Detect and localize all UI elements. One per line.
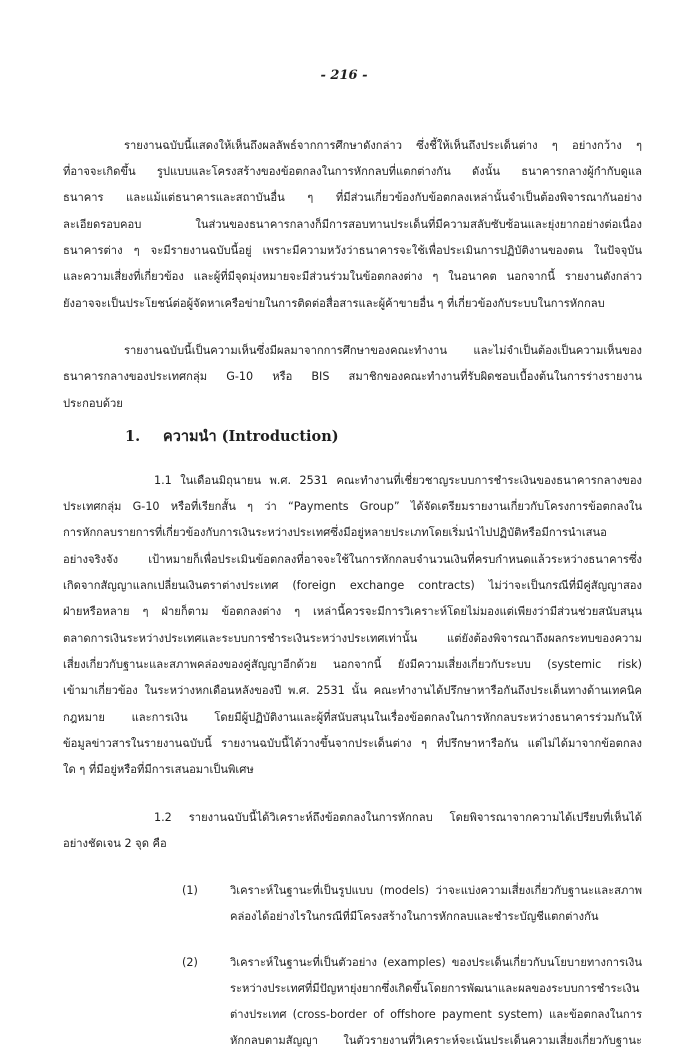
list-item-line: วิเคราะห์ในฐานะที่เป็นรูปแบบ (models) ว่าจะแบ่งความเสี่ยงเกี่ยวกับฐานะและสภาพ [230, 884, 642, 897]
paragraph-line: เสี่ยงเกี่ยวกับฐานะและสภาพคล่องของคู่สัญญาอีกด้วย นอกจากนี้ ยังมีความเสี่ยงเกี่ยวกับระบบ (systemic risk) [63, 658, 642, 671]
paragraph-line: ละเอียดรอบคอบ ในส่วนของธนาคารกลางก็มีการสอบทานประเด็นที่มีความสลับซับซ้อนและยุ่งยากอย่างต่อเนื่อง [63, 218, 642, 231]
paragraph-line: กฎหมาย และการเงิน โดยมีผู้ปฏิบัติงานและผู้ที่สนับสนุนในเรื่องข้อตกลงในการหักกลบระหว่างธนาคารร่วมกันให้ [63, 711, 642, 724]
paragraph-line: ธนาคารกลางของประเทศกลุ่ม G-10 หรือ BIS สมาชิกของคณะทำงานที่รับผิดชอบเบื้องต้นในการร่างรายงาน [63, 370, 642, 383]
paragraph-line: 1.1 ในเดือนมิถุนายน พ.ศ. 2531 คณะทำงานที่เชี่ยวชาญระบบการชำระเงินของธนาคารกลางของ [154, 474, 642, 487]
paragraph-line: อย่างจริงจัง เป้าหมายก็เพื่อประเมินข้อตกลงที่อาจจะใช้ในการหักกลบจำนวนเงินที่ครบกำหนดแล้วระหว่างธนาคารซึ่ง [63, 553, 642, 566]
paragraph-line: ข้อมูลข่าวสารในรายงานฉบับนี้ รายงานฉบับนี้ได้วางขึ้นจากประเด็นต่าง ๆ ที่ปรึกษาหารือกัน แต่ไม่ได้มาจากข้อตกลง [63, 737, 642, 750]
paragraph-line: รายงานฉบับนี้แสดงให้เห็นถึงผลลัพธ์จากการศึกษาดังกล่าว ซึ่งชี้ให้เห็นถึงประเด็นต่าง ๆ อย่างกว้าง ๆ [124, 139, 642, 152]
list-item-line: คล่องได้อย่างไรในกรณีที่มีโครงสร้างในการหักกลบและชำระบัญชีแตกต่างกัน [230, 910, 599, 923]
paragraph-line: ยังอาจจะเป็นประโยชน์ต่อผู้จัดหาเครือข่ายในการติดต่อสื่อสารและผู้ค้าขายอื่น ๆ ที่เกี่ยวข้องกับระบบในการหักกลบ [63, 297, 605, 310]
paragraph-line: 1.2 รายงานฉบับนี้ได้วิเคราะห์ถึงข้อตกลงในการหักกลบ โดยพิจารณาจากความได้เปรียบที่เห็นได้ [154, 811, 642, 824]
section-title: ความนำ (Introduction) [163, 428, 339, 445]
paragraph-line: ที่อาจจะเกิดขึ้น รูปแบบและโครงสร้างของข้อตกลงในการหักกลบที่แตกต่างกัน ดังนั้น ธนาคารกลางผู้กำกับดูแล [63, 165, 642, 178]
page-number: - 216 - [320, 68, 368, 83]
list-item-label: (1) [182, 884, 198, 897]
list-item-line: หักกลบตามสัญญา ในตัวรายงานที่วิเคราะห์จะเน้นประเด็นความเสี่ยงเกี่ยวกับฐานะ [230, 1034, 642, 1047]
paragraph-line: และความเสี่ยงที่เกี่ยวข้อง และผู้ที่มีจุดมุ่งหมายจะมีส่วนร่วมในข้อตกลงต่าง ๆ ในอนาคต นอกจากนี้ รายงานดังกล่าว [63, 270, 642, 283]
list-item-label: (2) [182, 956, 198, 969]
paragraph-line: อย่างชัดเจน 2 จุด คือ [63, 837, 167, 850]
paragraph-line: ประเทศกลุ่ม G-10 หรือที่เรียกสั้น ๆ ว่า “Payments Group” ได้จัดเตรียมรายงานเกี่ยวกับโครงการข้อตกลงใน [63, 500, 642, 513]
list-item-line: ระหว่างประเทศที่มีปัญหายุ่งยากซึ่งเกิดขึ้นโดยการพัฒนาและผลของระบบการชำระเงิน [230, 982, 640, 995]
section-heading [125, 426, 339, 448]
paragraph-line: รายงานฉบับนี้เป็นความเห็นซึ่งมีผลมาจากการศึกษาของคณะทำงาน และไม่จำเป็นต้องเป็นความเห็นของ [124, 344, 642, 357]
paragraph-line: ประกอบด้วย [63, 397, 123, 410]
paragraph-line: ฝ่ายหรือหลาย ๆ ฝ่ายก็ตาม ข้อตกลงต่าง ๆ เหล่านี้ควรจะมีการวิเคราะห์โดยไม่มองแต่เพียงว่ามีส่วนช่วยสนับสนุน [63, 605, 642, 618]
paragraph-line: ตลาดการเงินระหว่างประเทศและระบบการชำระเงินระหว่างประเทศเท่านั้น แต่ยังต้องพิจารณาถึงผลกระทบของความ [63, 632, 642, 645]
list-item-line: ต่างประเทศ (cross-border of offshore payment system) และข้อตกลงในการ [230, 1008, 642, 1021]
list-item-line: วิเคราะห์ในฐานะที่เป็นตัวอย่าง (examples) ของประเด็นเกี่ยวกับนโยบายทางการเงิน [230, 956, 642, 969]
paragraph-line: เข้ามาเกี่ยวข้อง ในระหว่างหกเดือนหลังของปี พ.ศ. 2531 นั้น คณะทำงานได้ปรึกษาหารือกันถึงประเด็นทางด้านเทคนิค [63, 684, 642, 697]
paragraph-line: ใด ๆ ที่มีอยู่หรือที่มีการเสนอมาเป็นพิเศษ [63, 763, 254, 776]
paragraph-line: การหักกลบรายการที่เกี่ยวข้องกับการเงินระหว่างประเทศซึ่งมีอยู่หลายประเภทโดยเริ่มนำไปปฏิบัติหรือมีการนำเสนอ [63, 526, 607, 539]
paragraph-line: ธนาคารต่าง ๆ จะมีรายงานฉบับนี้อยู่ เพราะมีความหวังว่าธนาคารจะใช้เพื่อประเมินการปฏิบัติงานของตน ในปัจจุบัน [63, 244, 642, 257]
section-number: 1. [125, 428, 141, 445]
paragraph-line: ธนาคาร และแม้แต่ธนาคารและสถาบันอื่น ๆ ที่มีส่วนเกี่ยวข้องกับข้อตกลงเหล่านั้นจำเป็นต้องพิจารณากันอย่าง [63, 191, 642, 204]
paragraph-line: เกิดจากสัญญาแลกเปลี่ยนเงินตราต่างประเทศ (foreign exchange contracts) ไม่ว่าจะเป็นกรณีที่มีคู่สัญญาสอง [63, 579, 642, 592]
